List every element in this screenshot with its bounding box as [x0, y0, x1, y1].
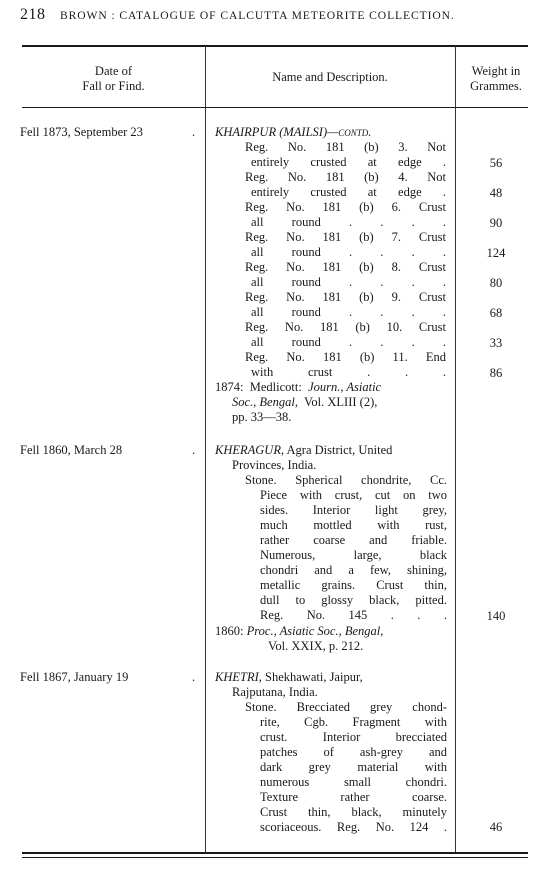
weight-value: 140 — [486, 609, 506, 623]
entry-name: KHETRI — [215, 670, 259, 684]
column-header-weight: Weight in Grammes. — [470, 64, 522, 93]
specimen-line: all round . . . . — [251, 335, 446, 349]
weight-value: 46 — [489, 820, 503, 834]
specimen-line: Reg. No. 181 (b) 10. Crust — [245, 320, 446, 334]
specimen-line: Reg. No. 181 (b) 9. Crust — [245, 290, 446, 304]
weight-value: 33 — [489, 336, 503, 350]
entry-description: Stone. Spherical chondrite, Cc. Piece with crust, cut on two sides. Interior light grey, much mottled with rust, rather coarse and friable. Numerous, large, black chondri and a few, shining, metallic grains. Crust thin, dull to glossy black, pitted. Reg. No. 145 . . . — [245, 473, 447, 622]
entry-name: KHERAGUR — [215, 443, 281, 457]
column-header-name: Name and Description. — [272, 70, 388, 84]
weight-value: 80 — [489, 276, 503, 290]
specimen-line: with crust . . . — [251, 365, 446, 379]
column-divider-date — [205, 46, 206, 852]
entry-heading: KHETRI, Shekhawati, Jaipur, Rajputana, India. — [215, 670, 363, 699]
specimen-line: Reg. No. 181 (b) 6. Crust — [245, 200, 446, 214]
entry-date: Fell 1860, March 28 — [20, 443, 123, 457]
specimen-line: Reg. No. 181 (b) 7. Crust — [245, 230, 446, 244]
top-rule — [22, 45, 528, 47]
reference: 1874: Medlicott: Journ., Asiatic Soc., Bengal, Vol. XLIII (2), pp. 33—38. — [215, 380, 382, 424]
weight-value: 68 — [489, 306, 503, 320]
header-rule — [22, 107, 528, 108]
weight-value: 56 — [489, 156, 503, 170]
specimen-line: all round . . . . — [251, 275, 446, 289]
entry-date: Fell 1867, January 19 — [20, 670, 129, 684]
specimen-line: entirely crusted at edge . — [251, 155, 446, 169]
column-header-date: Date of Fall or Find. — [82, 64, 145, 93]
specimen-line: Reg. No. 181 (b) 3. Not — [245, 140, 446, 154]
running-head — [20, 6, 532, 28]
specimen-line: all round . . . . — [251, 215, 446, 229]
running-title: BROWN : CATALOGUE OF CALCUTTA METEORITE COLLECTION. — [60, 9, 455, 22]
bottom-rule-thin — [22, 857, 528, 858]
entry-name: KHAIRPUR (MAILSI)—contd. — [215, 125, 372, 139]
leader-dot: . — [192, 670, 196, 684]
entry-description: Stone. Brecciated grey chond- rite, Cgb. Fragment with crust. Interior brecciated patches of ash-grey and dark grey material with numerous small chondri. Texture rather coarse. Crust thin, black, minutely scoriaceous. Reg. No. 124 . — [245, 700, 447, 834]
page-number: 218 — [20, 6, 46, 23]
weight-value: 48 — [489, 186, 503, 200]
reference: 1860: Proc., Asiatic Soc., Bengal, Vol. XXIX, p. 212. — [215, 624, 384, 653]
specimen-line: all round . . . . — [251, 245, 446, 259]
specimen-line: entirely crusted at edge . — [251, 185, 446, 199]
weight-value: 124 — [486, 246, 506, 260]
weight-value: 90 — [489, 216, 503, 230]
entry-date: Fell 1873, September 23 — [20, 125, 143, 139]
leader-dot: . — [192, 443, 196, 457]
entry-heading: KHERAGUR, Agra District, United Provinces, India. — [215, 443, 393, 472]
leader-dot: . — [192, 125, 196, 139]
specimen-line: Reg. No. 181 (b) 4. Not — [245, 170, 446, 184]
bottom-rule — [22, 852, 528, 854]
specimen-line: Reg. No. 181 (b) 8. Crust — [245, 260, 446, 274]
specimen-line: all round . . . . — [251, 305, 446, 319]
weight-value: 86 — [489, 366, 503, 380]
specimen-line: Reg. No. 181 (b) 11. End — [245, 350, 446, 364]
specimen-list — [228, 140, 446, 380]
